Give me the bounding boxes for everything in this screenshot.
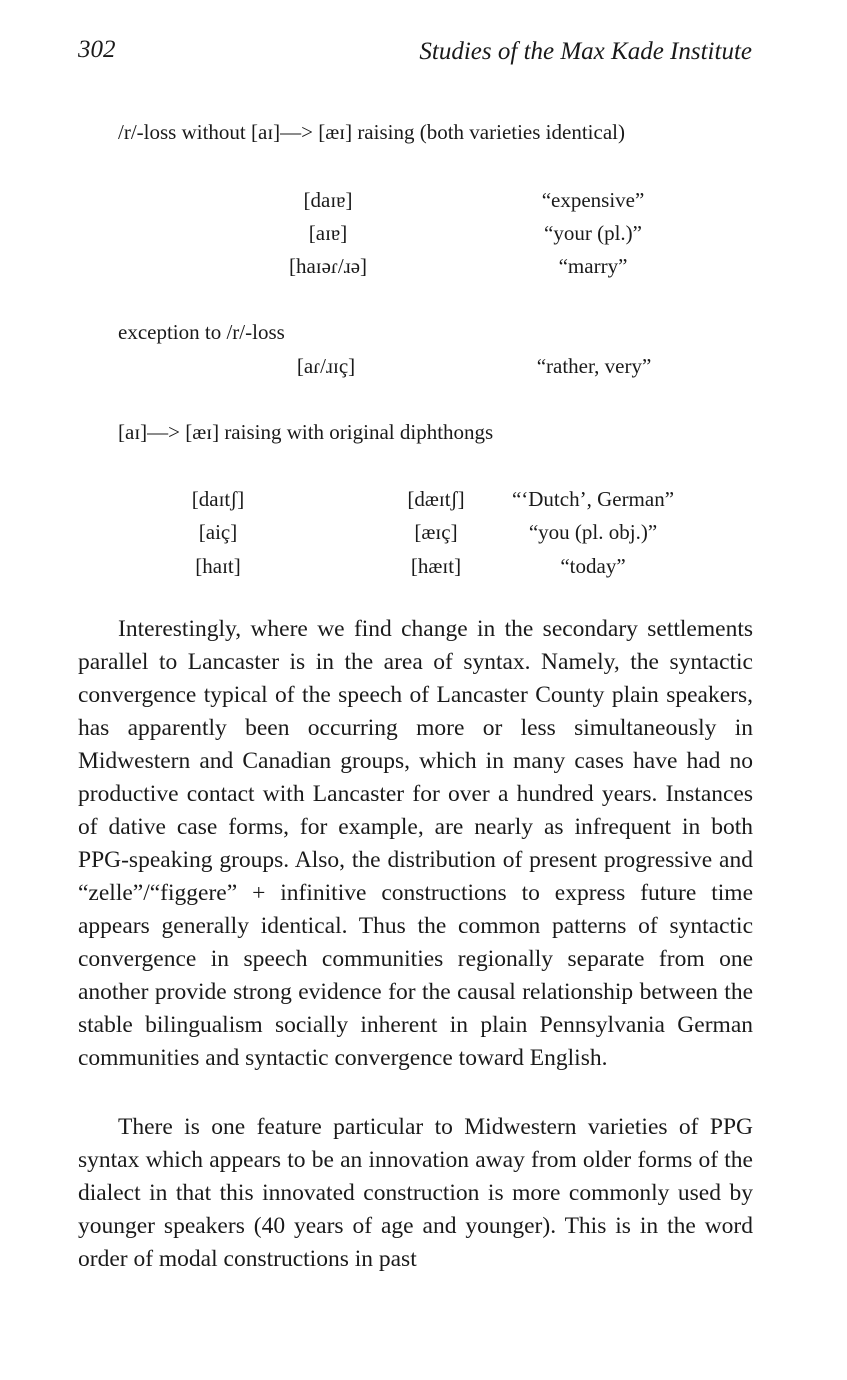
table-raising-raised: [æɪç] xyxy=(414,520,458,544)
table-r-loss-gloss: “expensive” xyxy=(541,188,645,212)
page-number: 302 xyxy=(78,36,116,63)
body-paragraph-text: There is one feature particular to Midwestern varieties of PPG syntax which appears to be an innovation away from older forms of the dialect in that this innovated construction is more commonly used by younger speakers (40 years of age and younger). This is in the word order of modal constructions in past xyxy=(78,1114,753,1272)
table-raising-gloss: “‘Dutch’, German” xyxy=(511,487,675,511)
table-raising-gloss: “today” xyxy=(560,554,626,578)
table-raising-gloss: “you (pl. obj.)” xyxy=(528,520,658,544)
table-r-loss-form: [daɪɐ] xyxy=(303,188,353,212)
table-r-loss-form: [haɪəɾ/ɹə] xyxy=(288,254,368,278)
body-paragraph-text: Interestingly, where we find change in the secondary settlements parallel to Lancaster is in the area of syntax. Namely, the syntactic convergence typical of the speech of Lancaster County plain speakers, has apparently been occurring more or less simultaneously in Midwestern and Canadian groups, which in many cases have had no productive contact with Lancaster for over a hundred years. Instances of dative case forms, for example, are nearly as infrequent in both PPG-speaking groups. Also, the distribution of present progressive and “zelle”/“figgere” + infinitive constructions to express future time appears generally identical. Thus the common patterns of syntactic convergence in speech communities regionally separate from one another provide strong evidence for the causal relationship between the stable bilingualism socially inherent in plain Pennsylvania German communities and syntactic convergence toward English. xyxy=(78,616,753,1071)
table-raising-heading: [aɪ]—> [æɪ] raising with original diphthongs xyxy=(118,420,494,444)
table-raising-original: [daɪtʃ] xyxy=(191,487,245,511)
running-title: Studies of the Max Kade Institute xyxy=(419,38,752,65)
table-raising-original: [haɪt] xyxy=(195,554,241,578)
table-r-loss-gloss: “your (pl.)” xyxy=(544,221,642,245)
body-paragraph xyxy=(78,613,753,1075)
table-r-loss-form: [aɪɐ] xyxy=(308,221,348,245)
table-r-loss-gloss: “marry” xyxy=(558,254,628,278)
table-r-loss-heading: /r/-loss without [aɪ]—> [æɪ] raising (both varieties identical) xyxy=(118,120,625,144)
table-raising-raised: [dæɪtʃ] xyxy=(407,487,465,511)
table-exception-heading: exception to /r/-loss xyxy=(118,320,285,344)
body-paragraph xyxy=(78,1111,753,1276)
table-raising-raised: [hæɪt] xyxy=(410,554,462,578)
table-exception-gloss: “rather, very” xyxy=(536,354,652,378)
table-raising-original: [aiç] xyxy=(198,520,238,544)
table-exception-form: [aɾ/ɹɪç] xyxy=(296,354,356,378)
